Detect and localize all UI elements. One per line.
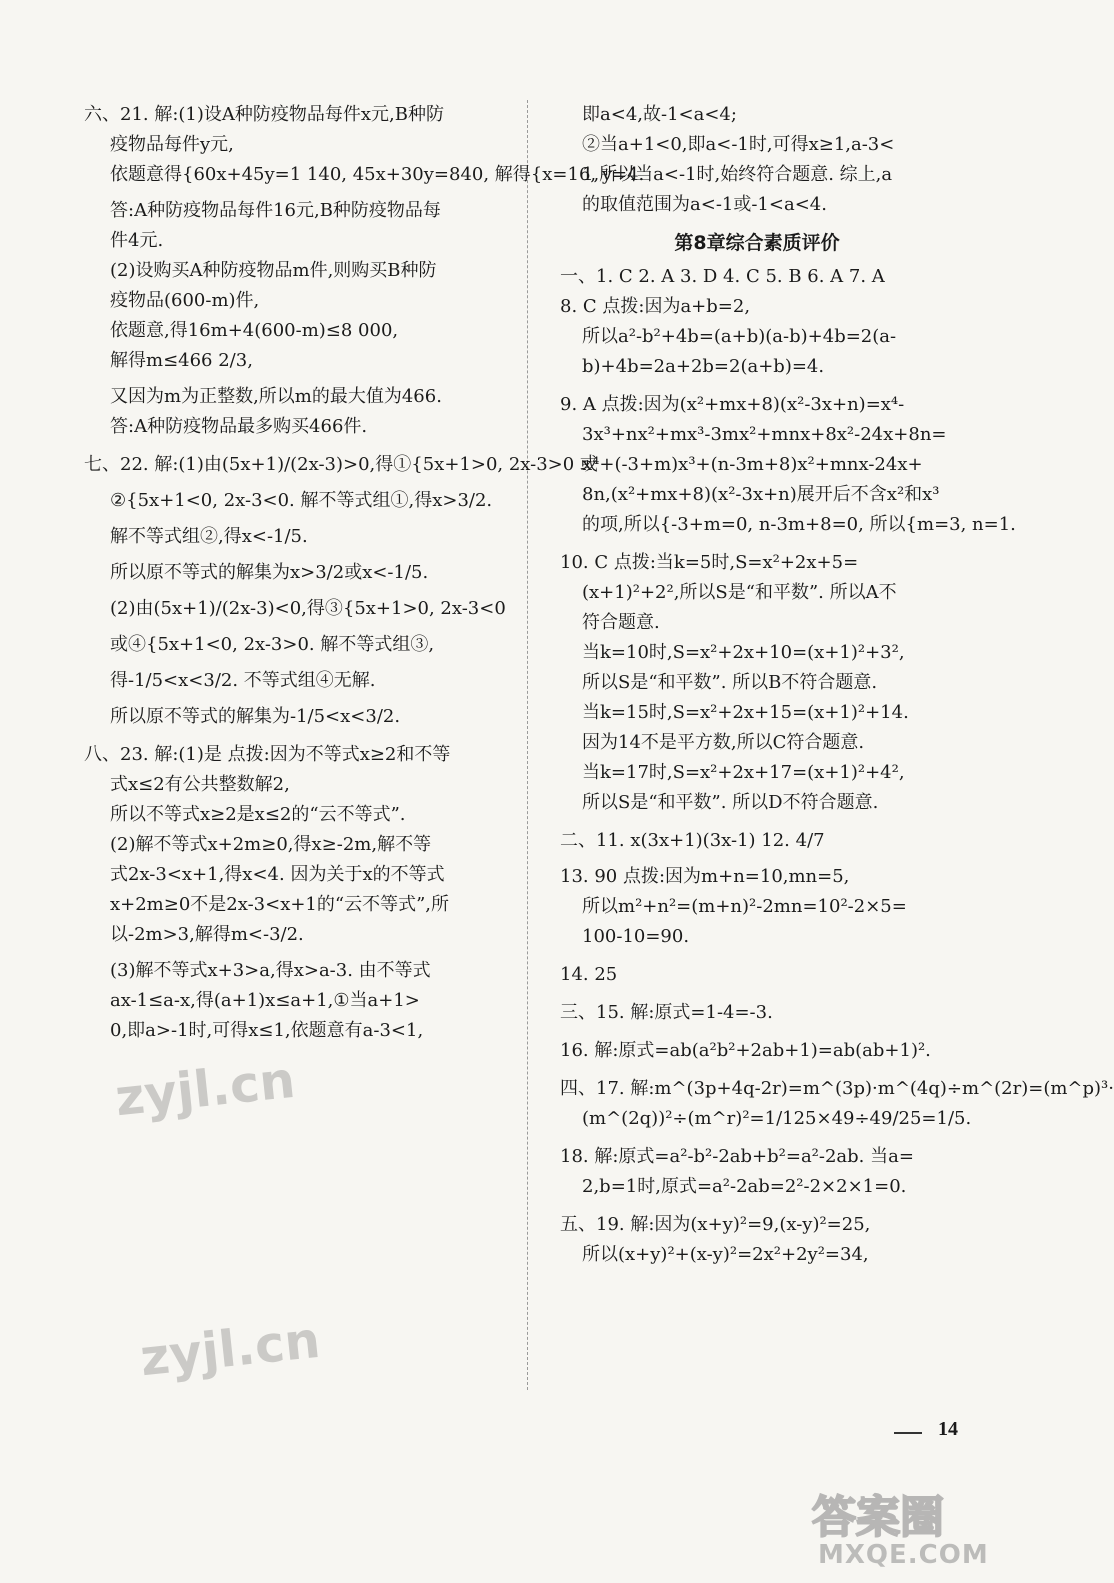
answer-line: b)+4b=2a+2b=2(a+b)=4.	[582, 356, 825, 377]
page-number-dash	[894, 1432, 922, 1434]
answer-line: 疫物品(600-m)件,	[110, 290, 260, 311]
watermark-text: zyjl.cn	[137, 1310, 323, 1388]
answer-line: 的取值范围为a<-1或-1<a<4.	[582, 194, 827, 215]
answer-line: x⁴+(-3+m)x³+(n-3m+8)x²+mnx-24x+	[582, 454, 923, 475]
answer-line: 一、1. C 2. A 3. D 4. C 5. B 6. A 7. A	[560, 266, 885, 287]
answer-line: 疫物品每件y元,	[110, 134, 234, 155]
answer-line: 所以S是“和平数”. 所以B不符合题意.	[582, 672, 878, 693]
page-number: 14	[938, 1418, 958, 1440]
answer-line: 0,即a>-1时,可得x≤1,依题意有a-3<1,	[110, 1020, 424, 1041]
answer-line: 答:A种防疫物品每件16元,B种防疫物品每	[110, 200, 441, 221]
answer-line: 即a<4,故-1<a<4;	[582, 104, 737, 125]
answer-line: 3x³+nx²+mx³-3mx²+mnx+8x²-24x+8n=	[582, 424, 947, 445]
answer-line: 二、11. x(3x+1)(3x-1) 12. 4/7	[560, 830, 825, 851]
right-column	[560, 100, 1114, 1270]
answer-line: ax-1≤a-x,得(a+1)x≤a+1,①当a+1>	[110, 990, 420, 1011]
answer-line: (2)由(5x+1)/(2x-3)<0,得③{5x+1>0, 2x-3<0	[110, 598, 506, 619]
answer-line: 得-1/5<x<3/2. 不等式组④无解.	[110, 670, 376, 691]
answer-line: 当k=15时,S=x²+2x+15=(x+1)²+14.	[582, 702, 909, 723]
answer-line: 当k=17时,S=x²+2x+17=(x+1)²+4²,	[582, 762, 905, 783]
answer-line: 又因为m为正整数,所以m的最大值为466.	[110, 386, 442, 407]
answer-line: 依题意,得16m+4(600-m)≤8 000,	[110, 320, 399, 341]
answer-line: 所以原不等式的解集为x>3/2或x<-1/5.	[110, 562, 429, 583]
answer-line: 五、19. 解:因为(x+y)²=9,(x-y)²=25,	[560, 1214, 871, 1235]
answer-line: 式2x-3<x+1,得x<4. 因为关于x的不等式	[110, 864, 445, 885]
answer-line: 所以a²-b²+4b=(a+b)(a-b)+4b=2(a-	[582, 326, 897, 347]
answer-line: 18. 解:原式=a²-b²-2ab+b²=a²-2ab. 当a=	[560, 1146, 914, 1167]
answer-line: 依题意得{60x+45y=1 140, 45x+30y=840, 解得{x=16, y=4.	[110, 164, 645, 185]
answer-line: 七、22. 解:(1)由(5x+1)/(2x-3)>0,得①{5x+1>0, 2x-3>0 或	[84, 454, 598, 475]
watermark-url: MXQE.COM	[818, 1540, 989, 1570]
answer-line: ②{5x+1<0, 2x-3<0. 解不等式组①,得x>3/2.	[110, 490, 493, 511]
answer-line: 16. 解:原式=ab(a²b²+2ab+1)=ab(ab+1)².	[560, 1040, 931, 1061]
answer-line: 式x≤2有公共整数解2,	[110, 774, 290, 795]
answer-line: 8n,(x²+mx+8)(x²-3x+n)展开后不含x²和x³	[582, 484, 940, 505]
answer-line: 9. A 点拨:因为(x²+mx+8)(x²-3x+n)=x⁴-	[560, 394, 905, 415]
answer-line: 以-2m>3,解得m<-3/2.	[110, 924, 304, 945]
answer-line: 10. C 点拨:当k=5时,S=x²+2x+5=	[560, 552, 859, 573]
answer-line: (3)解不等式x+3>a,得x>a-3. 由不等式	[110, 960, 431, 981]
answer-line: 当k=10时,S=x²+2x+10=(x+1)²+3²,	[582, 642, 905, 663]
answer-line: 所以(x+y)²+(x-y)²=2x²+2y²=34,	[582, 1244, 869, 1265]
answer-line: 100-10=90.	[582, 926, 690, 947]
answer-line: 13. 90 点拨:因为m+n=10,mn=5,	[560, 866, 850, 887]
answer-line: (m^(2q))²÷(m^r)²=1/125×49÷49/25=1/5.	[582, 1108, 972, 1129]
answer-line: 六、21. 解:(1)设A种防疫物品每件x元,B种防	[84, 104, 445, 125]
answer-line: 解得m≤466 2/3,	[110, 350, 253, 371]
answer-line: 件4元.	[110, 230, 164, 251]
answer-line: 1,所以当a<-1时,始终符合题意. 综上,a	[582, 164, 893, 185]
answer-line: 所以S是“和平数”. 所以D不符合题意.	[582, 792, 879, 813]
answer-line: 14. 25	[560, 964, 618, 985]
answer-line: 三、15. 解:原式=1-4=-3.	[560, 1002, 773, 1023]
column-divider	[527, 100, 528, 1390]
answer-line: x+2m≥0不是2x-3<x+1的“云不等式”,所	[110, 894, 450, 915]
answer-line: 2,b=1时,原式=a²-2ab=2²-2×2×1=0.	[582, 1176, 907, 1197]
answer-line: 解不等式组②,得x<-1/5.	[110, 526, 308, 547]
answer-line: (2)设购买A种防疫物品m件,则购买B种防	[110, 260, 437, 281]
answer-line: 的项,所以{-3+m=0, n-3m+8=0, 所以{m=3, n=1.	[582, 514, 1016, 535]
answer-line: 因为14不是平方数,所以C符合题意.	[582, 732, 865, 753]
answer-line: (2)解不等式x+2m≥0,得x≥-2m,解不等	[110, 834, 432, 855]
answer-line: 答:A种防疫物品最多购买466件.	[110, 416, 368, 437]
answer-line: (x+1)²+2²,所以S是“和平数”. 所以A不	[582, 582, 897, 603]
watermark-logo-text: 答案圈	[812, 1492, 944, 1543]
answer-line: 四、17. 解:m^(3p+4q-2r)=m^(3p)·m^(4q)÷m^(2r)=(m^p)³·	[560, 1078, 1114, 1099]
answer-line: 所以m²+n²=(m+n)²-2mn=10²-2×5=	[582, 896, 907, 917]
answer-line: 8. C 点拨:因为a+b=2,	[560, 296, 751, 317]
answer-line: 所以原不等式的解集为-1/5<x<3/2.	[110, 706, 401, 727]
answer-line: 所以不等式x≥2是x≤2的“云不等式”.	[110, 804, 406, 825]
watermark-text: zyjl.cn	[112, 1050, 298, 1128]
chapter-title: 第8章综合素质评价	[674, 232, 840, 254]
answer-line: 或④{5x+1<0, 2x-3>0. 解不等式组③,	[110, 634, 435, 655]
answer-line: 符合题意.	[582, 612, 660, 633]
answer-line: ②当a+1<0,即a<-1时,可得x≥1,a-3<	[582, 134, 895, 155]
answer-line: 八、23. 解:(1)是 点拨:因为不等式x≥2和不等	[84, 744, 451, 765]
